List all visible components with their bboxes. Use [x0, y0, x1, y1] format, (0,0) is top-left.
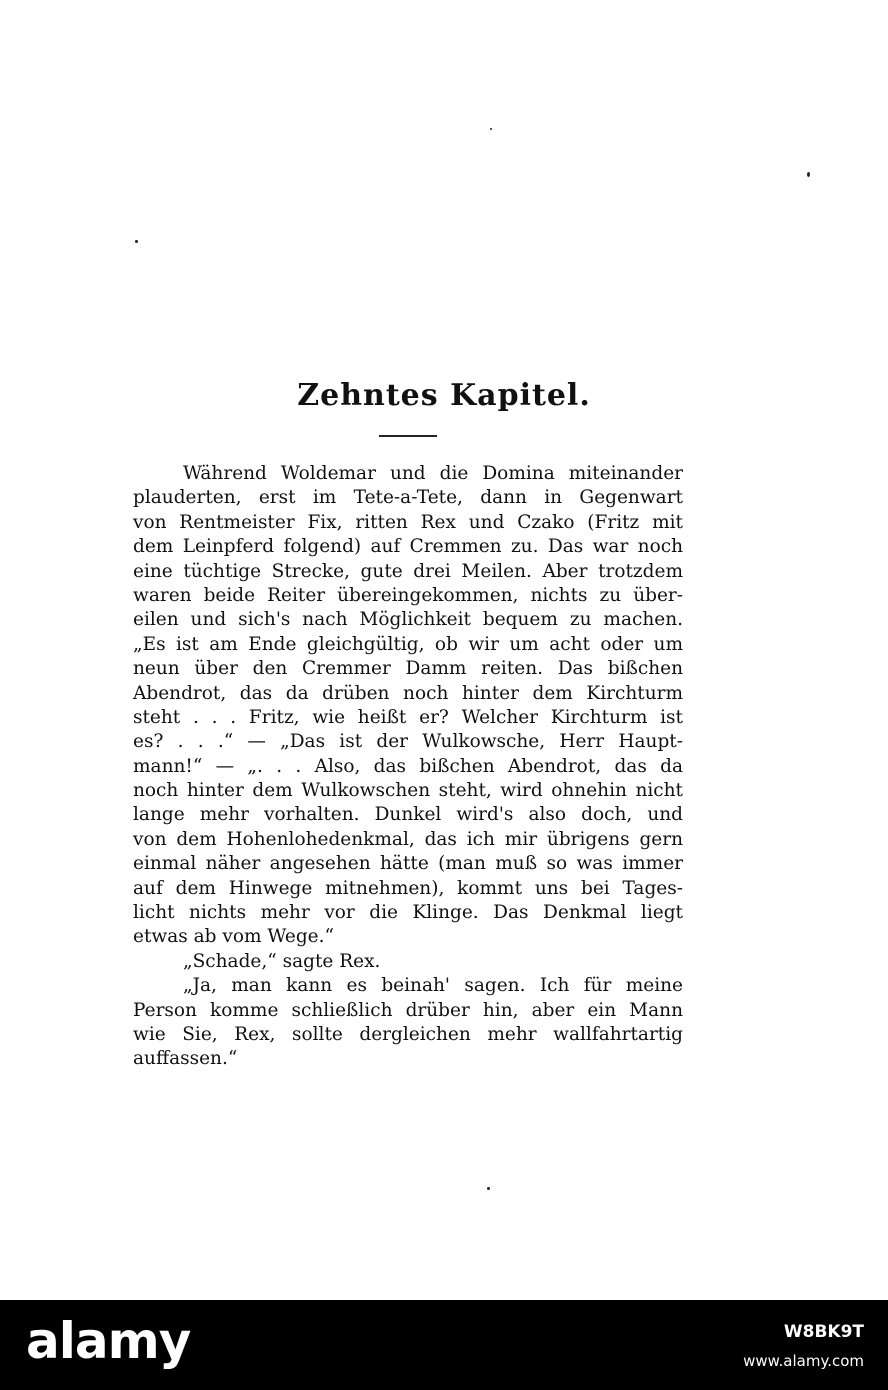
- ink-speck: [807, 172, 810, 177]
- text-line: „Schade,“ sagte Rex.: [183, 950, 381, 972]
- image-id: W8BK9T: [783, 1322, 864, 1342]
- text-line: von Rentmeister Fix, ritten Rex und Czako (Fritz mit: [133, 511, 683, 533]
- text-line: von dem Hohenlohedenkmal, das ich mir übrigens gern: [133, 828, 683, 850]
- watermark-banner: [0, 1300, 888, 1390]
- text-line: lange mehr vorhalten. Dunkel wird's also doch, und: [133, 804, 683, 826]
- text-line: Während Woldemar und die Domina miteinander: [183, 463, 683, 484]
- text-line: plauderten, erst im Tete-a-Tete, dann in Gegenwart: [133, 487, 683, 509]
- text-line: einmal näher angesehen hätte (man muß so was immer: [133, 853, 683, 875]
- chapter-body: [133, 462, 683, 1072]
- text-line: steht . . . Fritz, wie heißt er? Welcher Kirchturm ist: [133, 706, 683, 728]
- text-line: licht nichts mehr vor die Klinge. Das Denkmal liegt: [133, 902, 683, 924]
- text-line: Person komme schließlich drüber hin, aber ein Mann: [133, 999, 683, 1021]
- text-line: auf dem Hinwege mitnehmen), kommt uns bei Tages-: [133, 877, 683, 899]
- text-line: auffassen.“: [133, 1048, 238, 1070]
- text-line: eilen und sich's nach Möglichkeit bequem zu machen.: [133, 609, 683, 631]
- text-line: mann!“ — „. . . Also, das bißchen Abendrot, das da: [133, 755, 683, 777]
- text-line: neun über den Cremmer Damm reiten. Das bißchen: [133, 658, 683, 680]
- text-line: eine tüchtige Strecke, gute drei Meilen. Aber trotzdem: [133, 560, 683, 582]
- text-line: waren beide Reiter übereingekommen, nichts zu über-: [133, 584, 683, 606]
- ink-speck: [487, 1187, 490, 1190]
- ink-speck: [490, 128, 492, 130]
- ink-speck: [135, 240, 138, 243]
- text-line: wie Sie, Rex, sollte dergleichen mehr wallfahrtartig: [133, 1023, 683, 1045]
- text-line: „Ja, man kann es beinah' sagen. Ich für meine: [183, 975, 683, 997]
- text-line: noch hinter dem Wulkowschen steht, wird ohnehin nicht: [133, 780, 683, 802]
- text-line: dem Leinpferd folgend) auf Cremmen zu. Das war noch: [133, 536, 683, 558]
- text-line: etwas ab vom Wege.“: [133, 926, 334, 948]
- title-divider: [379, 435, 437, 437]
- text-line: Abendrot, das da drüben noch hinter dem Kirchturm: [133, 682, 683, 704]
- text-line: „Es ist am Ende gleichgültig, ob wir um acht oder um: [133, 633, 683, 655]
- site-url: www.alamy.com: [743, 1352, 864, 1370]
- brand-logo: alamy: [26, 1312, 191, 1370]
- chapter-title: Zehntes Kapitel.: [297, 378, 591, 413]
- text-line: es? . . .“ — „Das ist der Wulkowsche, Herr Haupt-: [133, 731, 683, 753]
